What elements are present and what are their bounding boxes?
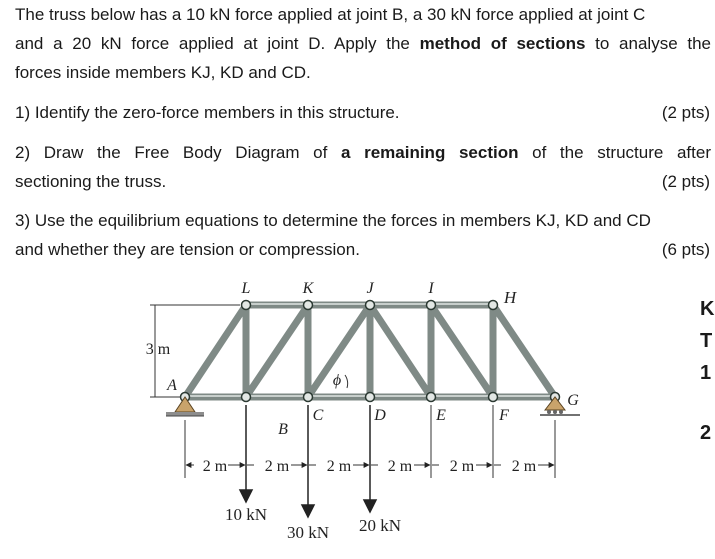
intro-line-2-a: and a 20 kN force applied at joint D. Apply the: [15, 34, 420, 53]
angle-phi-label: ϕ: [332, 372, 342, 389]
load-label-b: 10 kN: [224, 505, 268, 524]
intro-line-3: forces inside members KJ, KD and CD.: [15, 63, 311, 82]
question-2-line-2: sectioning the truss.: [15, 172, 167, 191]
dimension-label-6: 2 m: [511, 458, 537, 475]
question-2-points: (2 pts): [661, 172, 710, 191]
joint-label-k: K: [302, 280, 314, 297]
joint-label-j: J: [366, 280, 374, 297]
method-of-sections: method of sections: [419, 34, 586, 53]
side-clip-1: K: [700, 298, 715, 320]
intro-line-2-b: to analyse the: [585, 34, 711, 53]
angle-arc: [345, 375, 348, 388]
question-3-points: (6 pts): [661, 240, 710, 259]
joint-label-l: L: [241, 280, 251, 297]
joint-label-c: C: [312, 407, 324, 424]
joint-label-f: F: [499, 407, 509, 424]
height-label: 3 m: [145, 341, 171, 358]
question-3-line-2: and whether they are tension or compression.: [15, 240, 360, 259]
question-2-line-1-b: of the structure after: [518, 143, 711, 162]
question-2-line-1-a: 2) Draw the Free Body Diagram of: [15, 143, 341, 162]
joint-label-a: A: [167, 377, 177, 394]
truss-members: [185, 305, 555, 397]
load-label-d: 20 kN: [358, 516, 402, 535]
question-1-points: (2 pts): [661, 103, 710, 122]
load-arrows: [240, 405, 376, 517]
load-label-c: 30 kN: [286, 523, 330, 542]
joint-label-d: D: [374, 407, 386, 424]
question-3-line-1: 3) Use the equilibrium equations to determine the forces in members KJ, KD and CD: [15, 211, 651, 230]
side-clip-4: 2: [700, 422, 712, 444]
joint-label-h: H: [503, 288, 517, 307]
dimension-label-2: 2 m: [264, 458, 290, 475]
joint-label-i: I: [428, 280, 434, 297]
dimension-label-1: 2 m: [202, 458, 228, 475]
joint-label-e: E: [436, 407, 446, 424]
dimension-label-3: 2 m: [326, 458, 352, 475]
question-1-text: 1) Identify the zero-force members in this structure.: [15, 103, 400, 122]
side-clip-2: T: [700, 330, 713, 352]
intro-line-1: The truss below has a 10 kN force applied at joint B, a 30 kN force applied at joint C: [15, 5, 646, 24]
dimension-label-5: 2 m: [449, 458, 475, 475]
joint-label-g: G: [567, 392, 579, 409]
dimension-label-4: 2 m: [387, 458, 413, 475]
remaining-section: a remaining section: [341, 143, 519, 162]
side-clip-3: 1: [700, 362, 712, 384]
joint-label-b: B: [278, 421, 288, 438]
